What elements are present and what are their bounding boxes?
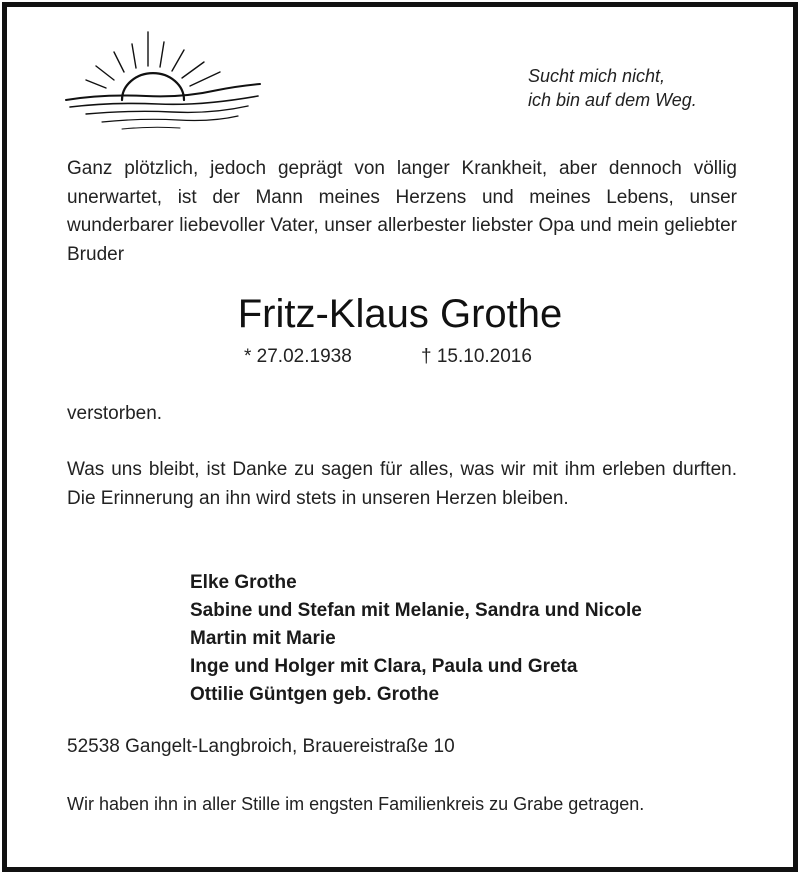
verstorben-text: verstorben. <box>67 403 163 424</box>
motto-line-1: Sucht mich nicht, <box>528 66 666 86</box>
motto-quote <box>528 64 768 112</box>
mourners-list <box>190 569 750 709</box>
rising-sun-icon <box>62 30 264 134</box>
mourner-item: Inge und Holger mit Clara, Paula und Greta <box>190 656 578 677</box>
motto-line-2: ich bin auf dem Weg. <box>528 90 697 110</box>
mourner-item: Sabine und Stefan mit Melanie, Sandra und Nicole <box>190 600 642 621</box>
thanks-paragraph: Was uns bleibt, ist Danke zu sagen für alles, was wir mit ihm erleben durften. Die Erinnerung an ihn wird stets in unseren Herzen bleiben. <box>67 459 737 509</box>
birth-date: * 27.02.1938 <box>244 346 352 367</box>
mourner-item: Elke Grothe <box>190 572 297 593</box>
family-address: 52538 Gangelt-Langbroich, Brauereistraße 10 <box>67 736 455 757</box>
deceased-name: Fritz-Klaus Grothe <box>237 292 563 336</box>
death-date: † 15.10.2016 <box>421 346 532 367</box>
intro-paragraph: Ganz plötzlich, jedoch geprägt von langer Krankheit, aber dennoch völlig unerwartet, ist der Mann meines Herzens und meines Lebens, unser wunderbarer liebevoller Vater, unser allerbester liebster Opa und mein geliebter Bruder <box>67 158 737 265</box>
mourner-item: Ottilie Güntgen geb. Grothe <box>190 684 440 705</box>
mourner-item: Martin mit Marie <box>190 628 336 649</box>
closing-note: Wir haben ihn in aller Stille im engsten Familienkreis zu Grabe getragen. <box>67 794 645 814</box>
